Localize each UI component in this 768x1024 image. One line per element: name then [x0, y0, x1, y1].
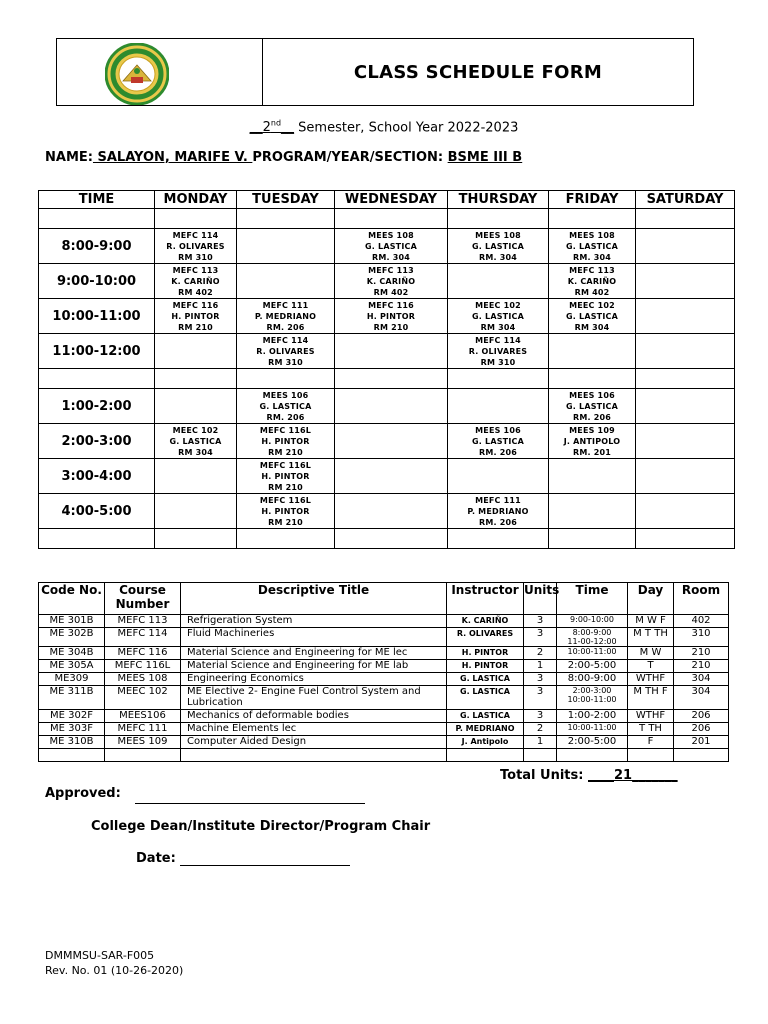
- course-row: [39, 628, 729, 647]
- course-header-cell: Code No.: [39, 583, 105, 615]
- date-line: [180, 853, 350, 866]
- schedule-cell: [636, 459, 735, 494]
- course-course: MEFC 116: [105, 647, 181, 660]
- course-header-cell: Day: [628, 583, 674, 615]
- schedule-header-cell: TUESDAY: [237, 191, 335, 209]
- class-entry-line: MEEC 102: [172, 426, 219, 435]
- course-title: Engineering Economics: [181, 673, 447, 686]
- schedule-row: [39, 529, 735, 549]
- class-entry-line: RM 210: [268, 483, 303, 492]
- class-entry-line: H. PINTOR: [261, 507, 310, 516]
- time-slot: [39, 369, 155, 389]
- class-entry-line: RM 304: [178, 448, 213, 457]
- schedule-row: [39, 334, 735, 369]
- class-entry-line: RM 210: [373, 323, 409, 332]
- class-entry-line: G. LASTICA: [169, 437, 222, 446]
- course-row: [39, 615, 729, 628]
- schedule-cell: [549, 229, 636, 264]
- course-row: [39, 673, 729, 686]
- class-entry-line: R. OLIVARES: [166, 242, 225, 251]
- schedule-cell: [448, 494, 549, 529]
- course-room: 206: [674, 710, 729, 723]
- class-entry-line: G. LASTICA: [566, 402, 618, 411]
- class-entry-line: G. LASTICA: [365, 242, 417, 251]
- schedule-cell: [335, 209, 448, 229]
- schedule-row: [39, 369, 735, 389]
- class-entry-line: RM. 304: [478, 253, 518, 262]
- schedule-cell: [549, 494, 636, 529]
- course-instructor: J. Antipolo: [447, 736, 524, 749]
- class-entry-line: MEFC 116L: [259, 496, 312, 505]
- course-instructor: H. PINTOR: [447, 647, 524, 660]
- date-label: Date:: [136, 851, 181, 866]
- class-entry-line: P. MEDRIANO: [254, 312, 317, 321]
- class-entry-line: RM 402: [574, 288, 610, 297]
- course-time: 9:00-10:00: [557, 615, 628, 628]
- course-title: Material Science and Engineering for ME lab: [181, 660, 447, 673]
- class-entry-line: K. CARIÑO: [171, 277, 220, 286]
- course-title: Material Science and Engineering for ME lec: [181, 647, 447, 660]
- course-row: [39, 723, 729, 736]
- schedule-header-cell: THURSDAY: [448, 191, 549, 209]
- schedule-cell: [335, 369, 448, 389]
- schedule-cell: [636, 334, 735, 369]
- class-entry-line: G. LASTICA: [472, 312, 524, 321]
- course-day: [628, 749, 674, 762]
- course-header-row: [39, 583, 729, 615]
- schedule-header-row: [39, 191, 735, 209]
- schedule-cell: [237, 369, 335, 389]
- schedule-cell: [155, 459, 237, 494]
- class-entry-line: J. ANTIPOLO: [563, 437, 621, 446]
- time-slot: 8:00-9:00: [39, 229, 155, 264]
- class-entry-line: MEFC 116: [368, 301, 414, 310]
- schedule-cell: [448, 229, 549, 264]
- schedule-cell: [636, 369, 735, 389]
- logo-cell: [57, 39, 263, 105]
- schedule-cell: [335, 459, 448, 494]
- course-instructor: G. LASTICA: [447, 686, 524, 710]
- course-day: M T TH: [628, 628, 674, 647]
- course-time: 2:00-5:00: [557, 660, 628, 673]
- semester-number: __2nd__: [249, 119, 295, 136]
- course-units: [524, 749, 557, 762]
- schedule-row: [39, 494, 735, 529]
- name-label: NAME:: [45, 150, 93, 165]
- class-entry-line: MEES 108: [368, 231, 414, 240]
- course-title: Computer Aided Design: [181, 736, 447, 749]
- schedule-cell: [237, 299, 335, 334]
- class-entry-line: MEES 108: [475, 231, 521, 240]
- class-entry-line: RM 402: [373, 288, 409, 297]
- schedule-cell: [636, 389, 735, 424]
- schedule-cell: [155, 389, 237, 424]
- student-name: SALAYON, MARIFE V.: [92, 150, 253, 165]
- course-day: WTHF: [628, 710, 674, 723]
- schedule-cell: [549, 529, 636, 549]
- class-entry-line: RM 210: [268, 518, 303, 527]
- schedule-cell: [237, 334, 335, 369]
- class-entry-line: G. LASTICA: [566, 242, 618, 251]
- class-entry-line: RM. 201: [572, 448, 612, 457]
- class-entry-line: RM 210: [268, 448, 303, 457]
- course-header-cell: Room: [674, 583, 729, 615]
- schedule-cell: [237, 459, 335, 494]
- title-cell: [263, 39, 693, 105]
- course-room: 201: [674, 736, 729, 749]
- course-units: 3: [524, 673, 557, 686]
- class-entry-line: MEEC 102: [569, 301, 615, 310]
- schedule-cell: [155, 229, 237, 264]
- course-list-table: [38, 582, 729, 762]
- course-units: 1: [524, 736, 557, 749]
- course-title: Machine Elements lec: [181, 723, 447, 736]
- time-slot: 10:00-11:00: [39, 299, 155, 334]
- course-units: 3: [524, 615, 557, 628]
- class-entry-line: G. LASTICA: [472, 242, 524, 251]
- course-code: ME 302F: [39, 710, 105, 723]
- course-time: 1:00-2:00: [557, 710, 628, 723]
- class-entry-line: MEES 106: [569, 391, 615, 400]
- schedule-cell: [155, 209, 237, 229]
- form-footer: [45, 948, 183, 978]
- course-day: M W F: [628, 615, 674, 628]
- course-units: 1: [524, 660, 557, 673]
- schedule-cell: [549, 369, 636, 389]
- course-units: 3: [524, 710, 557, 723]
- schedule-cell: [448, 264, 549, 299]
- course-header-cell: Instructor: [447, 583, 524, 615]
- revision-number: Rev. No. 01 (10-26-2020): [45, 964, 184, 977]
- class-entry-line: RM. 206: [266, 413, 305, 422]
- schedule-cell: [155, 299, 237, 334]
- schedule-cell: [335, 389, 448, 424]
- class-entry-line: RM 402: [178, 288, 213, 297]
- class-entry-line: RM. 206: [266, 323, 305, 332]
- class-entry-line: MEES 106: [262, 391, 309, 400]
- schedule-cell: [237, 209, 335, 229]
- schedule-row: [39, 209, 735, 229]
- course-instructor: G. LASTICA: [447, 673, 524, 686]
- schedule-cell: [335, 529, 448, 549]
- schedule-header-cell: WEDNESDAY: [335, 191, 448, 209]
- total-units-value: ____21_______: [588, 768, 678, 783]
- course-row: [39, 660, 729, 673]
- course-row: [39, 647, 729, 660]
- schedule-cell: [448, 299, 549, 334]
- schedule-row: [39, 299, 735, 334]
- class-entry-line: RM 310: [178, 253, 213, 262]
- class-entry-line: H. PINTOR: [261, 472, 310, 481]
- form-title: CLASS SCHEDULE FORM: [353, 61, 603, 83]
- time-slot: 2:00-3:00: [39, 424, 155, 459]
- class-entry-line: MEFC 111: [475, 496, 521, 505]
- schedule-cell: [448, 334, 549, 369]
- class-entry-line: P. MEDRIANO: [467, 507, 529, 516]
- schedule-cell: [155, 424, 237, 459]
- course-room: [674, 749, 729, 762]
- course-room: 304: [674, 686, 729, 710]
- approved-label: Approved:: [45, 786, 121, 801]
- schedule-cell: [448, 209, 549, 229]
- schedule-header-cell: SATURDAY: [636, 191, 735, 209]
- total-units-label: Total Units:: [500, 768, 588, 783]
- schedule-header-cell: MONDAY: [155, 191, 237, 209]
- schedule-row: [39, 264, 735, 299]
- course-time: 10:00-11:00: [557, 647, 628, 660]
- time-slot: 1:00-2:00: [39, 389, 155, 424]
- course-course: MEFC 111: [105, 723, 181, 736]
- schedule-cell: [636, 264, 735, 299]
- course-course: MEFC 113: [105, 615, 181, 628]
- schedule-cell: [155, 529, 237, 549]
- course-room: 310: [674, 628, 729, 647]
- schedule-cell: [155, 334, 237, 369]
- course-units: 3: [524, 686, 557, 710]
- schedule-cell: [237, 229, 335, 264]
- course-code: ME 311B: [39, 686, 105, 710]
- time-slot: 11:00-12:00: [39, 334, 155, 369]
- course-units: 2: [524, 647, 557, 660]
- schedule-row: [39, 459, 735, 494]
- course-day: T: [628, 660, 674, 673]
- class-entry-line: RM 304: [574, 323, 610, 332]
- course-instructor: R. OLIVARES: [447, 628, 524, 647]
- course-row: [39, 686, 729, 710]
- course-day: M W: [628, 647, 674, 660]
- class-entry-line: MEFC 111: [262, 301, 309, 310]
- schedule-header-cell: TIME: [39, 191, 155, 209]
- time-slot: 9:00-10:00: [39, 264, 155, 299]
- course-time: 10:00-11:00: [557, 723, 628, 736]
- course-instructor: H. PINTOR: [447, 660, 524, 673]
- schedule-cell: [448, 529, 549, 549]
- form-code: DMMMSU-SAR-F005: [45, 949, 155, 962]
- course-course: MEES 108: [105, 673, 181, 686]
- course-room: 210: [674, 647, 729, 660]
- class-entry-line: MEFC 113: [569, 266, 615, 275]
- course-code: ME 301B: [39, 615, 105, 628]
- time-slot: [39, 209, 155, 229]
- class-entry-line: MEFC 113: [368, 266, 414, 275]
- course-header-cell: Units: [524, 583, 557, 615]
- schedule-cell: [237, 264, 335, 299]
- semester-text: Semester, School Year 2022-2023: [294, 120, 519, 136]
- class-entry-line: G. LASTICA: [472, 437, 524, 446]
- schedule-cell: [335, 424, 448, 459]
- class-entry-line: RM. 304: [371, 253, 411, 262]
- schedule-cell: [636, 529, 735, 549]
- course-room: 402: [674, 615, 729, 628]
- schedule-cell: [335, 264, 448, 299]
- class-entry-line: MEES 109: [569, 426, 615, 435]
- course-code: ME 310B: [39, 736, 105, 749]
- course-code: [39, 749, 105, 762]
- weekly-schedule-table: [38, 190, 735, 549]
- class-entry-line: RM. 206: [572, 413, 612, 422]
- class-entry-line: H. PINTOR: [261, 437, 310, 446]
- schedule-cell: [237, 494, 335, 529]
- course-time: 8:00-9:00: [557, 673, 628, 686]
- schedule-cell: [448, 369, 549, 389]
- course-instructor: P. MEDRIANO: [447, 723, 524, 736]
- course-title: ME Elective 2- Engine Fuel Control System and Lubrication: [181, 686, 447, 710]
- schedule-row: [39, 424, 735, 459]
- class-entry-line: K. CARIÑO: [567, 277, 617, 286]
- course-row: [39, 710, 729, 723]
- form-header: [56, 38, 694, 106]
- schedule-cell: [237, 424, 335, 459]
- program-value: BSME III B: [447, 150, 523, 165]
- course-course: MEFC 114: [105, 628, 181, 647]
- course-code: ME 302B: [39, 628, 105, 647]
- student-info: [45, 150, 522, 165]
- time-slot: [39, 529, 155, 549]
- class-entry-line: RM 210: [178, 323, 213, 332]
- course-course: MEFC 116L: [105, 660, 181, 673]
- schedule-cell: [636, 494, 735, 529]
- course-course: MEES106: [105, 710, 181, 723]
- class-entry-line: H. PINTOR: [171, 312, 220, 321]
- course-course: MEEC 102: [105, 686, 181, 710]
- university-seal-logo: [105, 43, 169, 105]
- schedule-cell: [335, 299, 448, 334]
- course-course: MEES 109: [105, 736, 181, 749]
- class-entry-line: MEES 106: [475, 426, 521, 435]
- class-entry-line: RM. 304: [572, 253, 612, 262]
- course-title: Refrigeration System: [181, 615, 447, 628]
- class-entry-line: RM 304: [480, 323, 516, 332]
- course-course: [105, 749, 181, 762]
- class-entry-line: RM 310: [480, 358, 516, 367]
- schedule-cell: [549, 459, 636, 494]
- course-title: Mechanics of deformable bodies: [181, 710, 447, 723]
- schedule-cell: [155, 264, 237, 299]
- signature-line: [135, 803, 365, 804]
- schedule-cell: [335, 229, 448, 264]
- course-code: ME 303F: [39, 723, 105, 736]
- course-day: T TH: [628, 723, 674, 736]
- class-entry-line: RM. 206: [478, 448, 518, 457]
- course-units: 2: [524, 723, 557, 736]
- course-room: 210: [674, 660, 729, 673]
- schedule-cell: [549, 264, 636, 299]
- course-instructor: [447, 749, 524, 762]
- course-room: 206: [674, 723, 729, 736]
- course-code: ME 305A: [39, 660, 105, 673]
- schedule-cell: [549, 209, 636, 229]
- schedule-cell: [636, 209, 735, 229]
- schedule-cell: [155, 494, 237, 529]
- schedule-row: [39, 229, 735, 264]
- schedule-cell: [335, 494, 448, 529]
- course-day: F: [628, 736, 674, 749]
- class-entry-line: R. OLIVARES: [468, 347, 528, 356]
- course-header-cell: Descriptive Title: [181, 583, 447, 615]
- class-entry-line: MEFC 114: [172, 231, 219, 240]
- schedule-row: [39, 389, 735, 424]
- class-entry-line: G. LASTICA: [566, 312, 618, 321]
- course-header-cell: Time: [557, 583, 628, 615]
- class-entry-line: R. OLIVARES: [256, 347, 315, 356]
- schedule-cell: [636, 299, 735, 334]
- class-entry-line: K. CARIÑO: [366, 277, 416, 286]
- schedule-cell: [549, 334, 636, 369]
- signatory-title: College Dean/Institute Director/Program Chair: [91, 819, 431, 834]
- class-entry-line: MEFC 114: [262, 336, 309, 345]
- schedule-cell: [237, 389, 335, 424]
- schedule-cell: [549, 424, 636, 459]
- class-entry-line: MEFC 116: [172, 301, 219, 310]
- schedule-cell: [155, 369, 237, 389]
- course-time: 8:00-9:00 11-00-12:00: [557, 628, 628, 647]
- class-entry-line: MEFC 113: [172, 266, 219, 275]
- schedule-cell: [549, 389, 636, 424]
- schedule-header-cell: FRIDAY: [549, 191, 636, 209]
- schedule-cell: [448, 459, 549, 494]
- course-instructor: K. CARIÑO: [447, 615, 524, 628]
- class-entry-line: MEES 108: [569, 231, 615, 240]
- class-entry-line: H. PINTOR: [366, 312, 416, 321]
- course-time: 2:00-5:00: [557, 736, 628, 749]
- course-day: WTHF: [628, 673, 674, 686]
- course-instructor: G. LASTICA: [447, 710, 524, 723]
- program-label: PROGRAM/YEAR/SECTION:: [252, 150, 444, 165]
- schedule-cell: [237, 529, 335, 549]
- schedule-cell: [335, 334, 448, 369]
- class-entry-line: MEEC 102: [475, 301, 521, 310]
- schedule-cell: [636, 229, 735, 264]
- time-slot: 3:00-4:00: [39, 459, 155, 494]
- course-room: 304: [674, 673, 729, 686]
- class-entry-line: MEFC 116L: [259, 426, 312, 435]
- course-title: Fluid Machineries: [181, 628, 447, 647]
- class-entry-line: RM 310: [268, 358, 303, 367]
- course-row: [39, 749, 729, 762]
- course-header-cell: Course Number: [105, 583, 181, 615]
- total-units: [500, 768, 678, 783]
- course-units: 3: [524, 628, 557, 647]
- course-title: [181, 749, 447, 762]
- time-slot: 4:00-5:00: [39, 494, 155, 529]
- class-entry-line: G. LASTICA: [259, 402, 312, 411]
- course-time: 2:00-3:00 10:00-11:00: [557, 686, 628, 710]
- course-code: ME 304B: [39, 647, 105, 660]
- course-time: [557, 749, 628, 762]
- course-day: M TH F: [628, 686, 674, 710]
- schedule-cell: [549, 299, 636, 334]
- schedule-cell: [636, 424, 735, 459]
- class-entry-line: MEFC 114: [475, 336, 521, 345]
- class-entry-line: RM. 206: [478, 518, 518, 527]
- schedule-cell: [448, 424, 549, 459]
- date-field: [136, 851, 350, 866]
- course-row: [39, 736, 729, 749]
- course-code: ME309: [39, 673, 105, 686]
- class-entry-line: MEFC 116L: [259, 461, 312, 470]
- schedule-cell: [448, 389, 549, 424]
- semester-line: [0, 119, 768, 135]
